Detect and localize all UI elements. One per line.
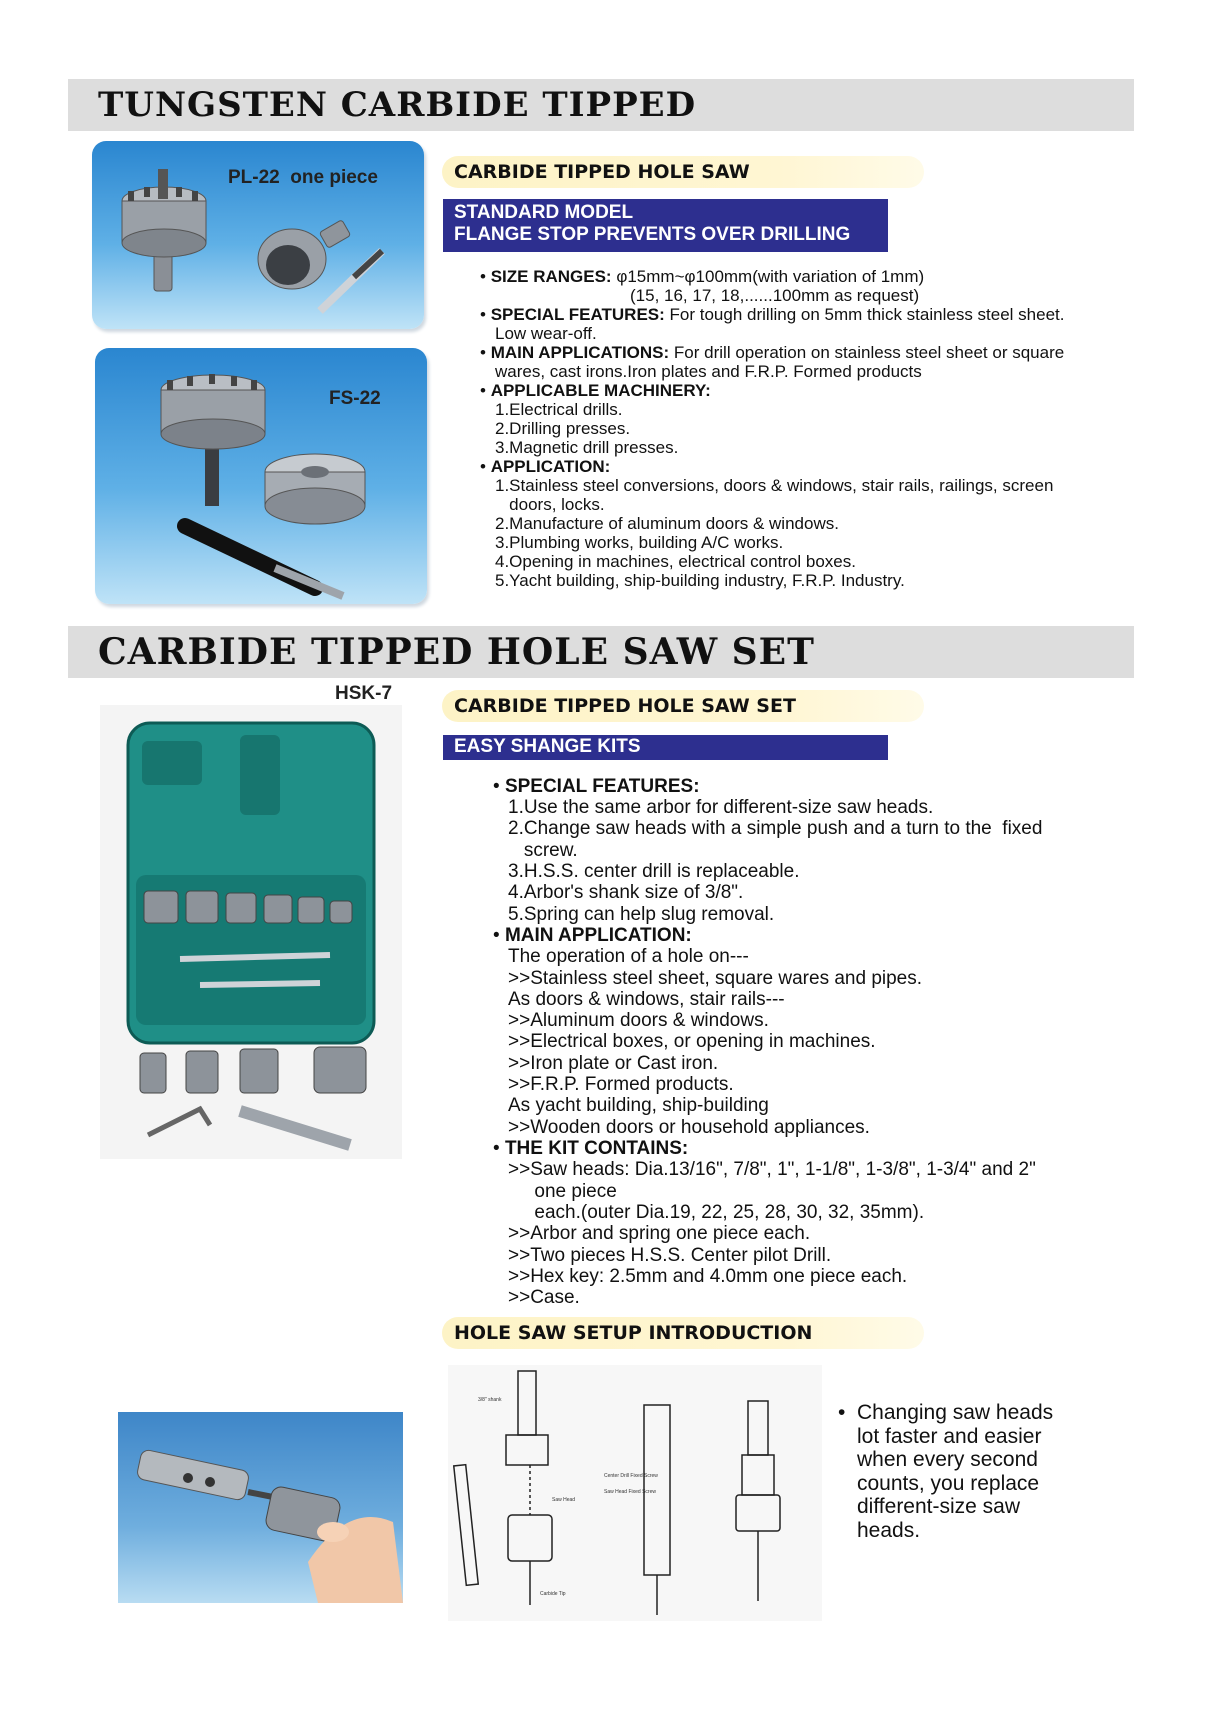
special-item: 5.Spring can help slug removal. [508,904,775,925]
bullet-icon: • [480,381,486,400]
main-application-label: MAIN APPLICATION: [504,925,692,946]
main-item: >>F.R.P. Formed products. [508,1074,734,1095]
diagram-label-saw-head: Saw Head [552,1497,576,1503]
section3-subtitle: HOLE SAW SETUP INTRODUCTION [454,1322,813,1344]
section1-subtitle: CARBIDE TIPPED HOLE SAW [454,161,750,183]
section3-subtitle-pill [442,1317,924,1349]
special-item: screw. [508,840,578,861]
fs22-hole-saw-image [95,348,427,604]
application-item: 4.Opening in machines, electrical control boxes. [495,552,856,571]
main-item: >>Aluminum doors & windows. [508,1010,769,1031]
size-value: φ15mm~φ100mm(with variation of 1mm) [616,267,925,286]
blue-line-1: STANDARD MODEL [454,202,634,223]
main-item: >>Stainless steel sheet, square wares and pipes. [508,968,923,989]
bullet-icon: • [480,267,486,286]
diagram-label-shank: 3/8" shank [478,1397,502,1403]
section1-title-band [68,79,1134,131]
machinery-item: 1.Electrical drills. [495,400,623,419]
section2-title-band [68,626,1134,678]
machinery-label: APPLICABLE MACHINERY: [490,381,711,400]
main-item: >>Wooden doors or household appliances. [508,1117,870,1138]
special-item: 1.Use the same arbor for different-size saw heads. [508,797,934,818]
main-item: The operation of a hole on--- [508,946,749,967]
hand-arbor-photo [118,1412,403,1603]
kit-item: >>Saw heads: Dia.13/16", 7/8", 1", 1-1/8", 1-3/8", 1-3/4" and 2" [508,1159,1036,1180]
main-label: MAIN APPLICATIONS: [490,343,670,362]
diagram-label-saw-head-screw: Saw Head Fixed Screw [604,1489,656,1495]
easy-change-label: EASY SHANGE KITS [454,736,641,757]
hsk7-label: HSK-7 [335,683,393,704]
kit-item: one piece [508,1181,617,1202]
special-item: 4.Arbor's shank size of 3/8". [508,882,744,903]
main-item: As yacht building, ship-building [508,1095,769,1116]
bullet-icon: • [493,925,500,946]
main-value: For drill operation on stainless steel sheet or square [673,343,1065,362]
note-line: Changing saw heads [857,1401,1054,1424]
section1-title: TUNGSTEN CARBIDE TIPPED [98,85,697,125]
main-value2: wares, cast irons.Iron plates and F.R.P. Formed products [495,362,922,381]
application-item: doors, locks. [495,495,605,514]
special-features-label: SPECIAL FEATURES: [504,776,700,797]
main-item: >>Iron plate or Cast iron. [508,1053,719,1074]
note-line: different-size saw [857,1495,1021,1518]
note-line: lot faster and easier [857,1424,1042,1448]
size-value2: (15, 16, 17, 18,......100mm as request) [630,286,920,305]
pl22-photo [92,141,424,329]
section2-subtitle-pill [442,690,924,722]
machinery-item: 3.Magnetic drill presses. [495,438,679,457]
kit-contains-label: THE KIT CONTAINS: [504,1138,689,1159]
kit-item: >>Arbor and spring one piece each. [508,1223,811,1244]
diagram-label-center-drill: Center Drill Fixed Screw [604,1473,658,1479]
application-item: 1.Stainless steel conversions, doors & windows, stair rails, railings, screen [495,476,1054,495]
size-label: SIZE RANGES: [490,267,612,286]
bullet-icon: • [480,457,486,476]
section1-blue-bar [443,199,888,252]
machinery-item: 2.Drilling presses. [495,419,631,438]
kit-item: >>Two pieces H.S.S. Center pilot Drill. [508,1245,832,1266]
section2-subtitle: CARBIDE TIPPED HOLE SAW SET [454,695,796,717]
application-item: 3.Plumbing works, building A/C works. [495,533,784,552]
bullet-icon: • [838,1401,846,1424]
hsk7-kit-image [100,705,402,1159]
hsk7-kit-photo [100,705,402,1159]
section2-title: CARBIDE TIPPED HOLE SAW SET [98,631,815,673]
fs22-photo [95,348,427,604]
note-line: heads. [857,1518,921,1542]
special-item: 3.H.S.S. center drill is replaceable. [508,861,800,882]
bullet-icon: • [493,776,500,797]
setup-diagram-image [448,1365,822,1621]
setup-diagram [448,1365,822,1621]
special-item: 2.Change saw heads with a simple push and a turn to the fixed [508,818,1043,839]
special-value: For tough drilling on 5mm thick stainless steel sheet. [669,305,1065,324]
kit-item: >>Hex key: 2.5mm and 4.0mm one piece each. [508,1266,908,1287]
section1-subtitle-pill [442,156,924,188]
fs22-label: FS-22 [329,388,381,409]
note-line: counts, you replace [857,1471,1040,1495]
main-item: >>Electrical boxes, or opening in machines. [508,1031,876,1052]
application-item: 2.Manufacture of aluminum doors & windows. [495,514,839,533]
bullet-icon: • [480,343,486,362]
blue-line-2: FLANGE STOP PREVENTS OVER DRILLING [454,224,851,245]
hand-arbor-image [118,1412,403,1603]
main-item: As doors & windows, stair rails--- [508,989,785,1010]
diagram-label-carbide-tip: Carbide Tip [540,1591,566,1597]
special-label: SPECIAL FEATURES: [490,305,665,324]
note-line: when every second [857,1448,1038,1471]
application-item: 5.Yacht building, ship-building industry, F.R.P. Industry. [495,571,905,590]
pl22-label: PL-22 one piece [228,167,378,188]
section2-blue-bar [443,735,888,760]
application-label: APPLICATION: [490,457,611,476]
bullet-icon: • [493,1138,500,1159]
bullet-icon: • [480,305,486,324]
kit-item: each.(outer Dia.19, 22, 25, 28, 30, 32, 35mm). [508,1202,925,1223]
special-value2: Low wear-off. [495,324,597,343]
kit-item: >>Case. [508,1287,580,1308]
